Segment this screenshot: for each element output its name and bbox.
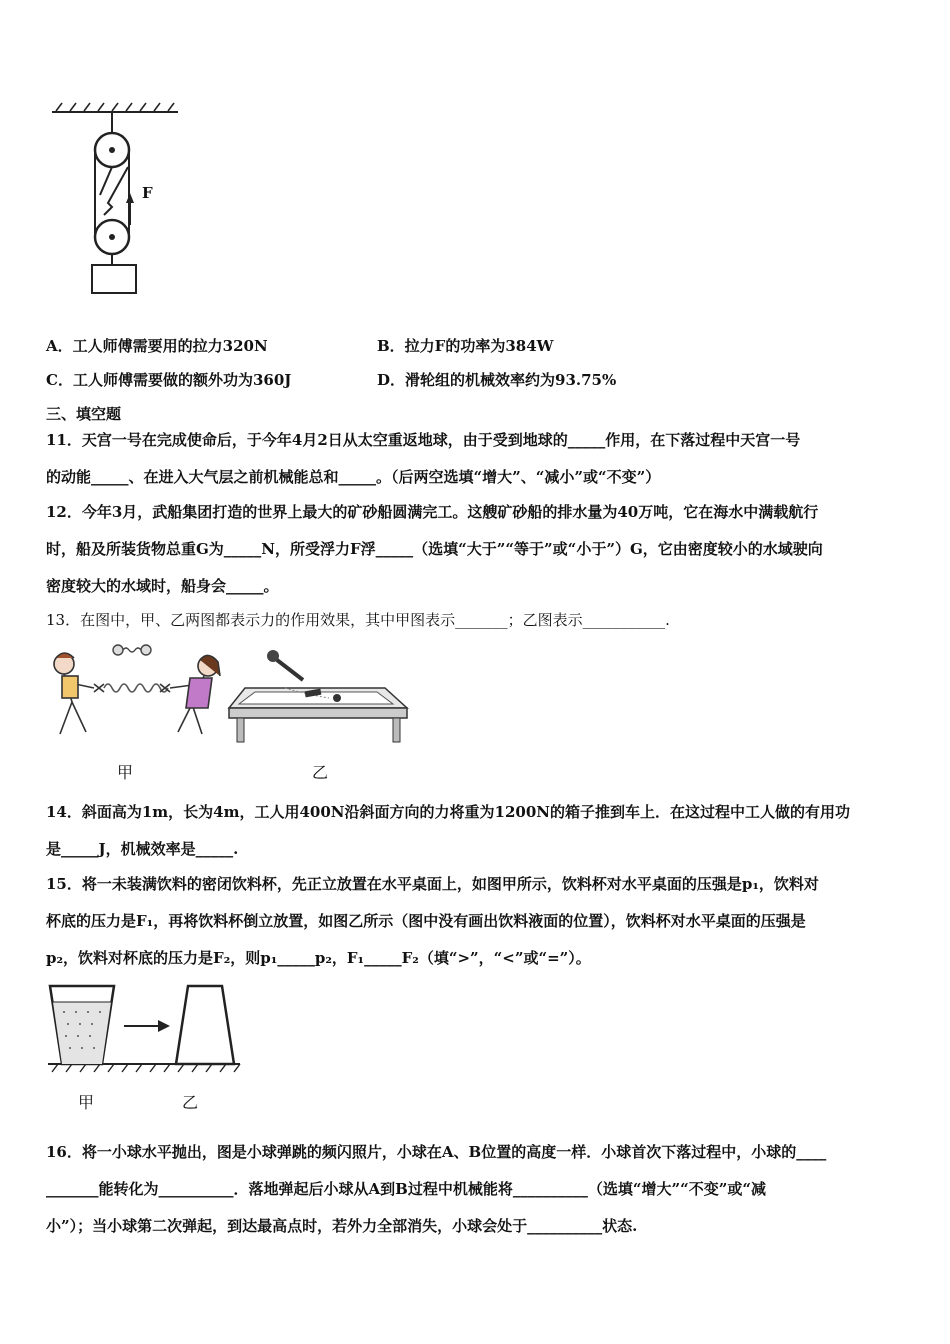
q15-label-jia: 甲 [78,1093,95,1112]
option-c: C．工人师傅需要做的额外功为360J [46,371,292,389]
q15-line1: 15．将一未装满饮料的密闭饮料杯，先正立放置在水平桌面上，如图甲所示，饮料杯对水平桌面的压强是p₁，饮料对 [46,875,819,893]
q15-line2: 杯底的压力是F₁，再将饮料杯倒立放置，如图乙所示（图中没有画出饮料液面的位置），饮料杯对水平桌面的压强是 [46,912,806,930]
q13-line1: 13．在图中，甲、乙两图都表示力的作用效果，其中甲图表示_______；乙图表示___________. [46,611,670,629]
tug-of-war-illustration [42,642,232,752]
q14-line2: 是_____J，机械效率是_____. [46,840,239,858]
q11-line2: 的动能_____、在进入大气层之前机械能总和_____。（后两空选填“增大”、“减小”或“不变”） [46,468,661,486]
q13-label-yi: 乙 [312,763,329,782]
q12-line1: 12．今年3月，武船集团打造的世界上最大的矿砂船圆满完工。这艘矿砂船的排水量为40万吨，它在海水中满载航行 [46,503,819,521]
q15-label-yi: 乙 [182,1093,199,1112]
q11-line1: 11．天宫一号在完成使命后，于今年4月2日从太空重返地球，由于受到地球的_____作用，在下落过程中天宫一号 [46,431,801,449]
option-d: D．滑轮组的机械效率约为93.75% [377,371,617,389]
force-label: F [142,184,153,202]
option-b: B．拉力F的功率为384W [377,337,554,355]
option-a: A．工人师傅需要用的拉力320N [46,337,268,355]
magnet-ball-illustration [225,648,410,748]
q16-line3: 小”）；当小球第二次弹起，到达最高点时，若外力全部消失，小球会处于__________状态. [46,1217,638,1235]
q15-line3: p₂，饮料对杯底的压力是F₂，则p₁_____p₂，F₁_____F₂（填“>”，“<”或“=”）。 [46,949,591,967]
cup-diagram [46,978,246,1078]
pulley-diagram [40,95,190,305]
q12-line2: 时，船及所装货物总重G为_____N，所受浮力F浮_____（选填“大于”“等于”或“小于”）G，它由密度较小的水域驶向 [46,540,823,558]
q14-line1: 14．斜面高为1m，长为4m，工人用400N沿斜面方向的力将重为1200N的箱子推到车上．在这过程中工人做的有用功 [46,803,850,821]
q16-line1: 16．将一小球水平抛出，图是小球弹跳的频闪照片，小球在A、B位置的高度一样．小球首次下落过程中，小球的____ [46,1143,827,1161]
q13-label-jia: 甲 [117,763,134,782]
q12-line3: 密度较大的水域时，船身会_____。 [46,577,279,595]
section-title: 三、填空题 [46,405,122,423]
q16-line2: _______能转化为__________．落地弹起后小球从A到B过程中机械能将__________（选填“增大”“不变”或“减 [46,1180,766,1198]
